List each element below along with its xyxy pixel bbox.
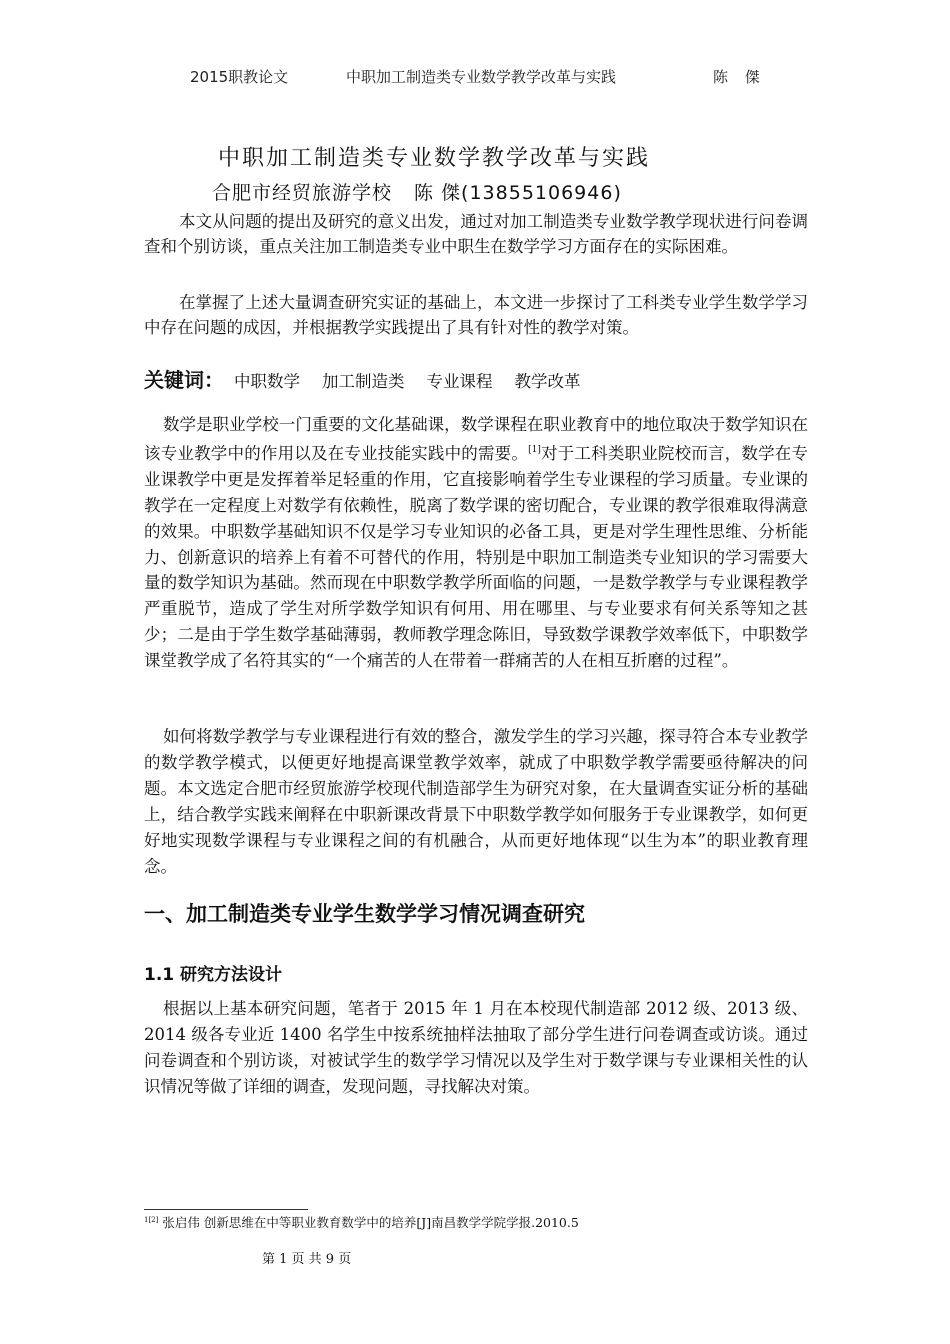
footnote-marker: 1[2] bbox=[144, 1216, 159, 1224]
author-name: 陈 傑(13855106946) bbox=[414, 182, 622, 204]
keyword-item: 教学改革 bbox=[514, 372, 581, 391]
keyword-item: 加工制造类 bbox=[322, 372, 405, 391]
keyword-item: 专业课程 bbox=[426, 372, 493, 391]
footnote bbox=[144, 1213, 579, 1231]
intro-paragraph-1 bbox=[144, 412, 808, 674]
keyword-item: 中职数学 bbox=[234, 372, 300, 391]
subsection-heading: 1.1 研究方法设计 bbox=[144, 965, 283, 985]
footnote-text: 张启伟 创新思维在中等职业教育数学中的培养[J]南昌教学学院学报.2010.5 bbox=[162, 1215, 579, 1230]
author-line bbox=[212, 178, 622, 205]
section-heading: 一、加工制造类专业学生数学学习情况调查研究 bbox=[144, 902, 585, 926]
page-number: 第 1 页 共 9 页 bbox=[262, 1252, 352, 1267]
intro-text-a: 数学是职业学校一门重要的文化基础课，数学课程在职业教育中的地位取决于数学知识在该专业教学中的作用以及在专业技能实践中的需要。 bbox=[144, 415, 808, 463]
footnote-divider bbox=[144, 1209, 308, 1210]
intro-paragraph-2: 如何将数学教学与专业课程进行有效的整合，激发学生的学习兴趣，探寻符合本专业教学的数学教学模式，以便更好地提高课堂教学效率，就成了中职数学教学需要亟待解决的问题。本文选定合肥市经贸旅游学校现代制造部学生为研究对象，在大量调查实证分析的基础上，结合教学实践来阐释在中职新课改背景下中职数学教学如何服务于专业课教学，如何更好地实现数学课程与专业课程之间的有机融合，从而更好地体现“以生为本”的职业教育理念。 bbox=[144, 727, 808, 876]
author-school: 合肥市经贸旅游学校 bbox=[212, 182, 393, 204]
abstract-paragraph-1: 本文从问题的提出及研究的意义出发，通过对加工制造类专业数学教学现状进行问卷调查和个别访谈，重点关注加工制造类专业中职生在数学学习方面存在的实际困难。 bbox=[144, 212, 808, 257]
citation-ref[interactable]: [1] bbox=[528, 444, 541, 455]
paper-title: 中职加工制造类专业数学教学改革与实践 bbox=[218, 146, 651, 171]
abstract-paragraph-2: 在掌握了上述大量调查研究实证的基础上，本文进一步探讨了工科类专业学生数学学习中存在问题的成因，并根据教学实践提出了具有针对性的教学对策。 bbox=[144, 293, 808, 338]
keywords bbox=[144, 364, 603, 393]
section-paragraph: 根据以上基本研究问题，笔者于 2015 年 1 月在本校现代制造部 2012 级、2013 级、2014 级各专业近 1400 名学生中按系统抽样法抽取了部分学生进行问卷调查或访谈。通过问卷调查和个别访谈，对被试学生的数学学习情况以及学生对于数学课与专业课相关性的认识情况等做了详细的调查，发现问题，寻找解决对策。 bbox=[144, 999, 808, 1096]
intro-text-b: 对于工科类职业院校而言，数学在专业课教学中更是发挥着举足轻重的作用，它直接影响着学生专业课程的学习质量。专业课的教学在一定程度上对数学有依赖性，脱离了数学课的密切配合，专业课的教学很难取得满意的效果。中职数学基础知识不仅是学习专业知识的必备工具，更是对学生理性思维、分析能力、创新意识的培养上有着不可替代的作用，特别是中职加工制造类专业知识的学习需要大量的数学知识为基础。然而现在中职数学教学所面临的问题，一是数学教学与专业课程教学严重脱节，造成了学生对所学数学知识有何用、用在哪里、与专业要求有何关系等知之甚少；二是由于学生数学基础薄弱，教师教学理念陈旧，导致数学课教学效率低下，中职数学课堂教学成了名符其实的“一个痛苦的人在带着一群痛苦的人在相互折磨的过程”。 bbox=[144, 443, 809, 671]
header-title: 中职加工制造类专业数学教学改革与实践 bbox=[346, 68, 617, 86]
header-left: 2015职教论文 bbox=[190, 68, 289, 86]
header-author: 陈 傑 bbox=[713, 68, 766, 86]
keywords-label: 关键词： bbox=[144, 368, 224, 392]
